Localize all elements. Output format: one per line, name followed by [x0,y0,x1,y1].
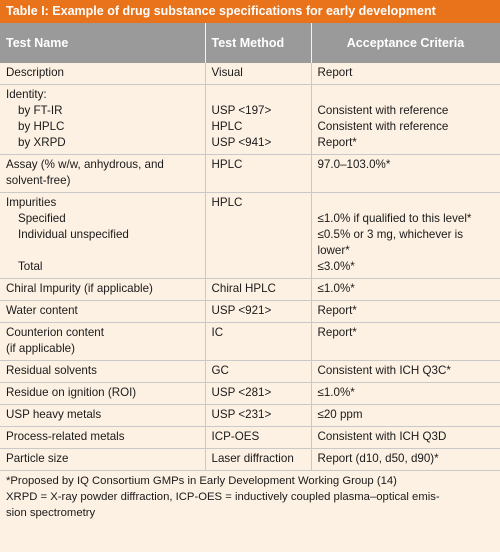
table-row [0,323,500,361]
table-row [0,279,500,301]
test-name: Water content [0,301,205,323]
test-name [0,85,205,155]
acceptance-criteria: Consistent with ICH Q3D [311,427,500,449]
test-method: IC [205,323,311,361]
test-name: USP heavy metals [0,405,205,427]
test-method: ICP-OES [205,427,311,449]
test-method: USP <231> [205,405,311,427]
counterion-name-line-1: Counterion content [6,326,104,339]
identity-label: Identity: [6,88,47,101]
footnote-abbreviations: XRPD = X-ray powder diffraction, ICP-OES = inductively coupled plasma–optical emis- [6,491,440,503]
test-method: Laser diffraction [205,449,311,471]
impurities-label: Impurities [6,196,57,209]
table-row [0,427,500,449]
test-method: Visual [205,63,311,85]
identity-hplc-criteria: Consistent with reference [317,120,449,133]
table-footnotes [0,471,500,521]
identity-xrpd-criteria: Report* [317,136,357,149]
test-method: USP <281> [205,383,311,405]
header-test-method: Test Method [205,23,311,63]
acceptance-criteria: 97.0–103.0%* [311,155,500,193]
header-test-name: Test Name [0,23,205,63]
table-row [0,361,500,383]
acceptance-criteria: Report* [311,323,500,361]
table-header-row [0,23,500,63]
test-name [0,193,205,279]
test-name [0,323,205,361]
acceptance-criteria: ≤1.0%* [311,279,500,301]
table-row [0,383,500,405]
specifications-table [0,23,500,471]
acceptance-criteria: ≤1.0%* [311,383,500,405]
table-title: Table I: Example of drug substance specifications for early development [0,0,500,23]
table-row [0,155,500,193]
acceptance-criteria [311,85,500,155]
footnote-abbreviations-continued: sion spectrometry [6,507,96,519]
table-row [0,449,500,471]
test-method: HPLC [205,155,311,193]
table-row [0,85,500,155]
assay-name-line-1: Assay (% w/w, anhydrous, and [6,158,164,171]
acceptance-criteria: Consistent with ICH Q3C* [311,361,500,383]
identity-ftir-method: USP <197> [211,104,272,117]
impurities-specified: Specified [18,212,66,225]
table-row [0,405,500,427]
test-name: Process-related metals [0,427,205,449]
identity-ftir: by FT-IR [18,104,63,117]
impurities-individual: Individual unspecified [18,228,129,241]
test-method [205,85,311,155]
impurities-individual-criteria-1: ≤0.5% or 3 mg, whichever is [317,228,464,241]
acceptance-criteria: Report [311,63,500,85]
test-name [0,155,205,193]
acceptance-criteria: ≤20 ppm [311,405,500,427]
test-name: Description [0,63,205,85]
counterion-name-line-2: (if applicable) [6,342,75,355]
impurities-specified-criteria: ≤1.0% if qualified to this level* [317,212,472,225]
impurities-individual-criteria-2: lower* [317,244,350,257]
acceptance-criteria: Report (d10, d50, d90)* [311,449,500,471]
table-row [0,193,500,279]
identity-xrpd-method: USP <941> [211,136,272,149]
test-name: Residue on ignition (ROI) [0,383,205,405]
impurities-total-criteria: ≤3.0%* [317,260,355,273]
test-name: Chiral Impurity (if applicable) [0,279,205,301]
assay-name-line-2: solvent-free) [6,174,71,187]
footnote-proposed-by: *Proposed by IQ Consortium GMPs in Early Development Working Group (14) [6,475,397,487]
table-row [0,301,500,323]
test-method: HPLC [205,193,311,279]
header-acceptance-criteria: Acceptance Criteria [311,23,500,63]
acceptance-criteria [311,193,500,279]
acceptance-criteria: Report* [311,301,500,323]
table-row [0,63,500,85]
identity-hplc: by HPLC [18,120,65,133]
test-method: GC [205,361,311,383]
impurities-total: Total [18,260,43,273]
test-method: USP <921> [205,301,311,323]
test-name: Residual solvents [0,361,205,383]
identity-xrpd: by XRPD [18,136,66,149]
test-name: Particle size [0,449,205,471]
identity-ftir-criteria: Consistent with reference [317,104,449,117]
test-method: Chiral HPLC [205,279,311,301]
identity-hplc-method: HPLC [211,120,243,133]
